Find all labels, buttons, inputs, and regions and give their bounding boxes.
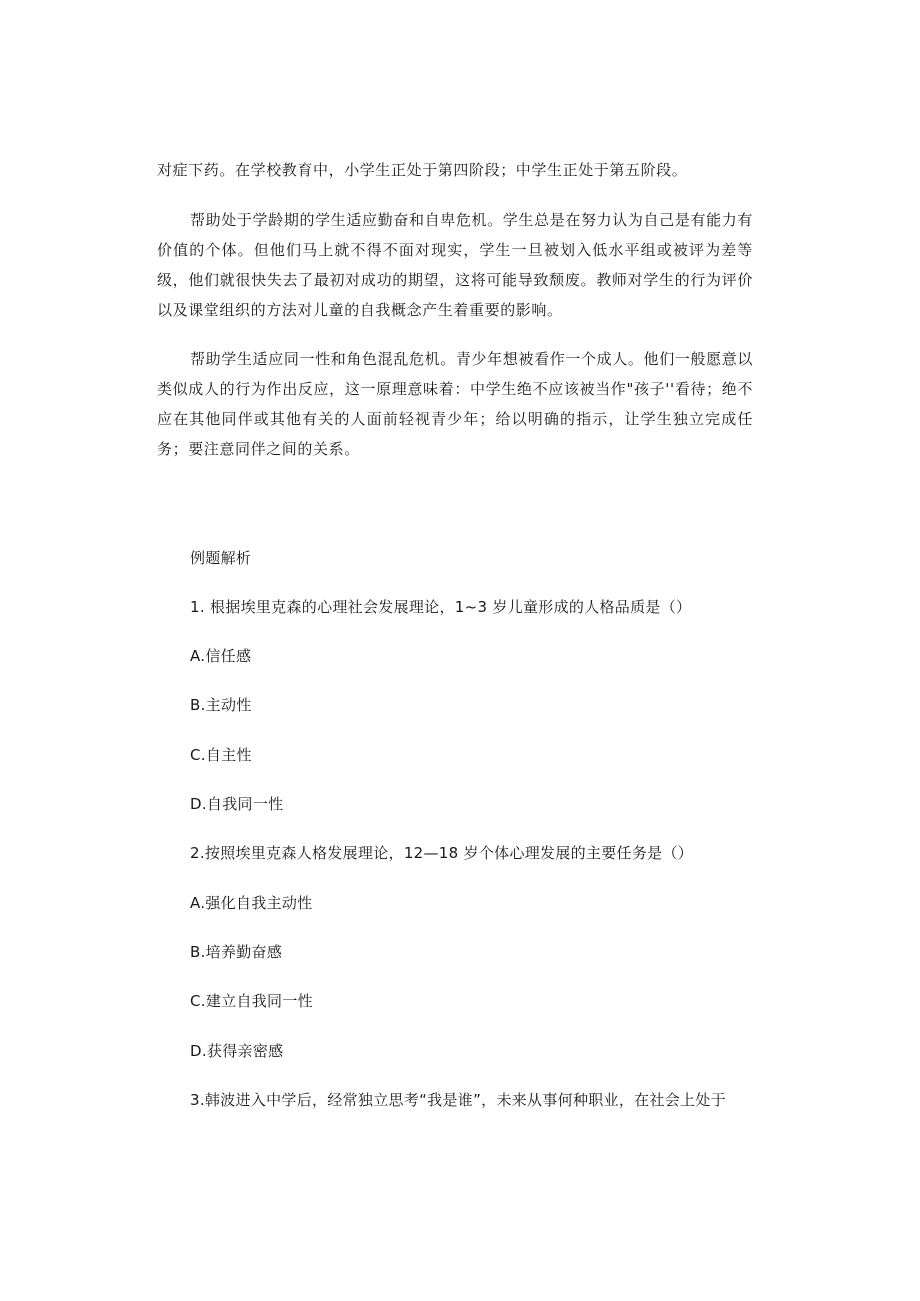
question-3-stem: 3.韩波进入中学后，经常独立思考“我是谁”，未来从事何种职业，在社会上处于 bbox=[190, 1091, 726, 1109]
paragraph-continuation: 对症下药。在学校教育中，小学生正处于第四阶段；中学生正处于第五阶段。 bbox=[157, 161, 688, 179]
question-2-option-d: D.获得亲密感 bbox=[190, 1042, 284, 1060]
question-1-option-c: C.自主性 bbox=[190, 746, 252, 764]
question-2-stem: 2.按照埃里克森人格发展理论，12—18 岁个体心理发展的主要任务是（） bbox=[190, 844, 694, 862]
paragraph-identity-confusion: 帮助学生适应同一性和角色混乱危机。青少年想被看作一个成人。他们一般愿意以类似成人的行为作出反应，这一原理意味着：中学生绝不应该被当作"孩子''看待；绝不应在其他同伴或其他有关的人面前轻视青少年；给以明确的指示，让学生独立完成任务；要注意同伴之间的关系。 bbox=[157, 350, 753, 458]
question-2-option-b: B.培养勤奋感 bbox=[190, 943, 283, 961]
question-2-option-c: C.建立自我同一性 bbox=[190, 992, 313, 1010]
section-title: 例题解析 bbox=[190, 549, 252, 567]
question-1-option-b: B.主动性 bbox=[190, 696, 252, 714]
paragraph-industry-inferiority: 帮助处于学龄期的学生适应勤奋和自卑危机。学生总是在努力认为自己是有能力有价值的个体。但他们马上就不得不面对现实，学生一旦被划入低水平组或被评为差等级，他们就很快失去了最初对成功的期望，这将可能导致颓废。教师对学生的行为评价以及课堂组织的方法对儿童的自我概念产生着重要的影响。 bbox=[157, 211, 753, 319]
question-2-option-a: A.强化自我主动性 bbox=[190, 894, 313, 912]
question-1-stem: 1. 根据埃里克森的心理社会发展理论，1~3 岁儿童形成的人格品质是（） bbox=[190, 598, 692, 616]
question-1-option-a: A.信任感 bbox=[190, 647, 252, 665]
question-1-option-d: D.自我同一性 bbox=[190, 795, 284, 813]
